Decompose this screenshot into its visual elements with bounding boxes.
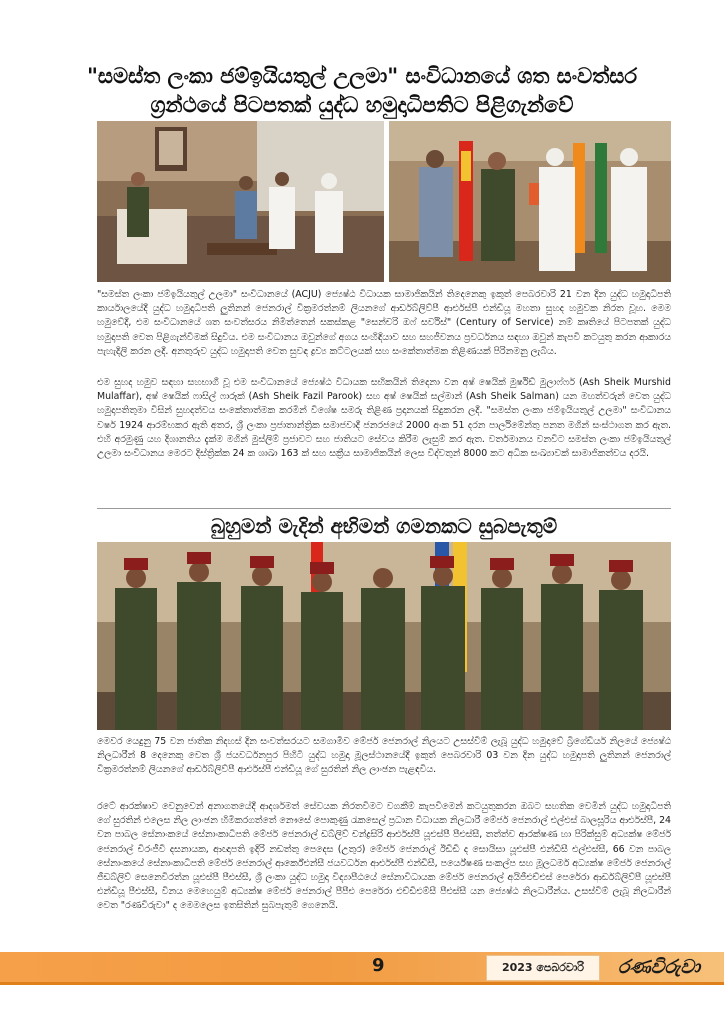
section-divider <box>97 508 671 509</box>
article2-paragraph-2: රටේ ආරක්ෂාව වෙනුවෙන් අනාගතයේදී ආදර්ශමත් සේවයක නිරතවීමට වගකීම් කැපවීමෙන් කටයුතුකරන ඔබට සහතික වෙමින් යුද්ධ හමුදාධිපති ගේ සුරතින් එලෙස නිල ලාංඡන හිමිකරගත්තේ නෞසේ පොකුණු රැකසෙල් ප්‍රධාන විධායක නිලධාරී මේජර් ජෙනරාල් එල්එස් බාලසූරිය ආර්එස්පී, 24 වන පාබල සේනාංකයේ සේනාංකාධිපති මේජර් ජෙනරාල් ඩබ්ලිව් චන්ද්‍රසිරි ආර්එස්පී යූඑස්පී පීඑස්සී, තත්ත්ව ආරක්ෂණ හා පිරික්සුම් අධ්‍යක්ෂ මේජර් ජෙනරාල් චිරංජීවී දසනායක, ආඥාපති ඉදිරි නඩත්තු පෙදෙස (උතුර) මේජර් ජෙනරාල් ඊඩීඩී ද සොයිසා යූඑස්පී එන්ඩීසී එල්එස්සී, 66 වන පාබල සේනාංකයේ සේනාංකාධිපති මේජර් ජෙනරාල් ආර්කේඑන්සී ජයවර්ධන ආර්එස්පී එන්ඩීසී, පර්යේෂණ සංකල්ප සහ මූලධර්ම අධ්‍යක්ෂ මේජර් ජෙනරාල් ජීඩබ්ලිව් සෙනෙවිරත්න යූඑස්පී පීඑස්සී, ශ්‍රී ලංකා යුද්ධ හමුදා විද්‍යාපීඨයේ සේනාවිධායක මේජර් ජෙනරාල් අයිජීඑච්එස් පෙරේරා ආර්ඩබ්ලිව්පී යූඑස්පී එන්ඩියූ පීඑස්සී, විනය මෙහෙයුම් අධ්‍යක්ෂ මේජර් ජෙනරාල් පීපීඑ පෙරේරා එච්ඩීඑම්සී පීඑස්සී යන ජ්‍යෙෂ්ඨ නිලධාරීන්ය. උසස්වීම් ලැබූ නිලධාරීන් වෙත "රණවිරුවා" ද මෙමලෙස ඉතසිතින් සුබපැතුම් ගෙනෙයි. <box>97 801 671 912</box>
photo-meeting-office <box>97 121 384 282</box>
photo-officers-group <box>97 542 671 730</box>
article1-title: "සමස්ත ලංකා ජම්ඉයියතුල් උලමා" සංවිධානයේ ශත සංවත්සර ග්‍රන්ථයේ පිටපතක් යුද්ධ හමුදාධිපතිට පිළිගැන්වේ <box>86 64 638 117</box>
magazine-logo: රණවිරුවා <box>617 956 701 978</box>
article1-paragraph-2: එම සුහද හමුව සඳහා සහභාගී වූ එම සංවිධානයේ ජ්‍යෙෂ්ඨ විධායක සභිකයින් තිදෙනා වන අෂ් ෂෙයික් මුර්ෂිඩ් මුලාෆ්ෆර් (Ash Sheik Murshid Mulaffar), අෂ් ෂෙයික් ෆාසිල් ෆාරූක් (Ash Sheik Fazil Parook) සහ අෂ් ෂෙයික් සල්මාන් (Ash Sheik Salman) යන මහත්වරුන් වෙත යුද්ධ හමුදාපතිතුමා විසින් සුහදත්වය සංකේතාත්මක කරමින් විශේෂ සමරු තිළිණ ප්‍රදානයක් සිදුකරන ලදී. "සමස්ත ලංකා ජම්ඉයියතුල් උලමා" සංවිධානය වර්ෂ 1924 ආරම්භකර ඇති අතර, ශ්‍රී ලංකා ප්‍රජාතාන්ත්‍රික සමාජවාදී ජනරජයේ 2000 අංක 51 දරන පාර්ලිමේන්තු පනත මගින් සංස්ථාගත කර ඇත. එහි අරමුණු යහ දිශානතිය දැක්ම මගින් මුස්ලිම් ප්‍රජාවට සහ ජාතියට සේවය කිරීම ලැසුම් කර ඇත. වර්තමානය වනවිට සමස්ත ලංකා ජම්ඉයියතුල් උලමා සංවිධානය මෙරට දිස්ත්‍රික්ක 24 ක ශාඛා 163 ක් සහ සක්‍රීය සාමාජිකයින් ලෙස විද්වතුන් 8000 කට අධික සංඛ්‍යාවක් සාමාජිකත්වය දරයි. <box>97 377 671 460</box>
article2-title: බුහුමන් මැදින් අභිමන් ගමනකට සුබපැතුම් <box>210 514 558 538</box>
footer-stripe <box>0 982 724 985</box>
photo-book-presentation <box>389 121 671 282</box>
issue-date: 2023 පෙබරවාරි <box>486 955 600 981</box>
article1-paragraph-1: "සමස්ත ලංකා ජම්ඉයියතුල් උලමා" සංවිධානයේ (ACJU) ජ්‍යෙෂ්ඨ විධායක සාමාජිකයින් තිදෙනෙකු ඉකුත් පෙබරවාරි 21 වන දින යුද්ධ හමුදාධිපති කාර්යාලයේදී යුද්ධ හමුදාධිපති ලුතිනන් ජෙනරාල් වික්‍රමරත්නම් ලියනගේ ආර්ඩබ්ලිව්පී ආර්එස්පී එන්ඩියූ මහතා සුහද හමුවක නිරත වූහ. මෙම හමුවේදී, එම සංවිධානයේ ශත සංවත්සරය නිමිත්තෙන් සකස්කළ "සෙන්චරි ඔෆ් සර්විස්" (Century of Service) නම් කෘතියේ පිටපතක් යුද්ධ හමුදාපති වෙත පිළිගැන්වීමක් සිදුවිය. එම සංවිධානය ඔවුන්ගේ අගය සංහිඳියාව සහ සහජීවනය ප්‍රවර්ධනය සඳහා ඔවුන් කැපවී කටයුතු කරන ආකාරය පැහැදිලි කරන ලදී. අනතුරුව යුද්ධ හමුදාපති වෙත සුවඳ ද්‍රව්‍ය කට්ටලයක් සහ සංකේතාත්මක තිළිණයක් පිරිනමනු ලැබීය. <box>97 289 671 357</box>
page-number: 9 <box>372 955 385 976</box>
article2-paragraph-1: මෙවර යෙදුනු 75 වන ජාතික නිදහස් දින සංවත්සරයට සමගාමීව මේජර් ජෙනරාල් නිලයට උසස්වීම් ලැබූ යුද්ධ හමුදාවේ බ්‍රිගේඩියර් නිලයේ ජ්‍යෙෂ්ඨ නිලධාරීන් 8 දෙනෙකු වෙත ශ්‍රී ජයවර්ධනපුර පිහිටි යුද්ධ හමුදා මූලස්ථානයේදී ඉකුත් පෙබරවාරි 03 වන දින යුද්ධ හමුදාපති ලුතිනන් ජෙනරාල් වික්‍රමරත්නම් ලියනගේ ආර්ඩබ්ලිව්පී ආර්එස්පී එන්ඩියූ ගේ සුරතින් නිල ලාංඡන පැළඳවිය. <box>97 736 671 776</box>
